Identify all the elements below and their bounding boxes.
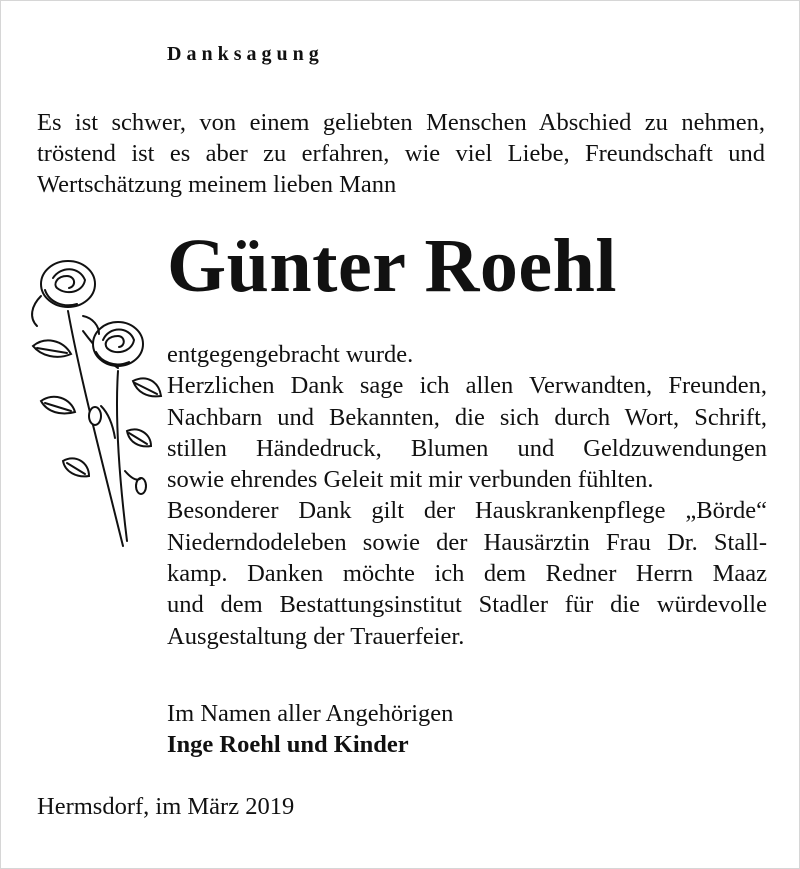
body-line: Herzlichen Dank sage ich allen Verwandten, Freunden, <box>167 372 767 400</box>
intro-text <box>37 107 765 200</box>
body-line: und dem Bestattungsinstitut Stadler für die würdevolle <box>167 591 767 619</box>
body-line: Besonderer Dank gilt der Hauskrankenpflege „Börde“ <box>167 497 767 525</box>
notice-heading: Danksagung <box>167 43 324 65</box>
body-line: Niederndodeleben sowie der Hausärztin Frau Dr. Stall- <box>167 528 767 556</box>
signature-block <box>167 698 453 760</box>
body-text <box>167 339 767 652</box>
intro-line: tröstend ist es aber zu erfahren, wie viel Liebe, Freundschaft und <box>37 140 765 167</box>
place-date: Hermsdorf, im März 2019 <box>37 793 295 820</box>
body-line: Ausgestaltung der Trauerfeier. <box>167 622 465 650</box>
rose-icon <box>23 256 163 551</box>
intro-line: Wertschätzung meinem lieben Mann <box>37 171 397 198</box>
body-line: kamp. Danken möchte ich dem Redner Herrn Maaz <box>167 560 767 588</box>
body-line: stillen Händedruck, Blumen und Geldzuwendungen <box>167 434 767 462</box>
deceased-name: Günter Roehl <box>167 224 618 308</box>
intro-line: Es ist schwer, von einem geliebten Menschen Abschied zu nehmen, <box>37 109 765 136</box>
body-line: sowie ehrendes Geleit mit mir verbunden fühlten. <box>167 466 654 494</box>
body-line: Nachbarn und Bekannten, die sich durch Wort, Schrift, <box>167 403 767 431</box>
body-line: entgegengebracht wurde. <box>167 341 414 368</box>
sign-off: Im Namen aller Angehörigen <box>167 700 454 727</box>
family-name: Inge Roehl und Kinder <box>167 731 409 758</box>
